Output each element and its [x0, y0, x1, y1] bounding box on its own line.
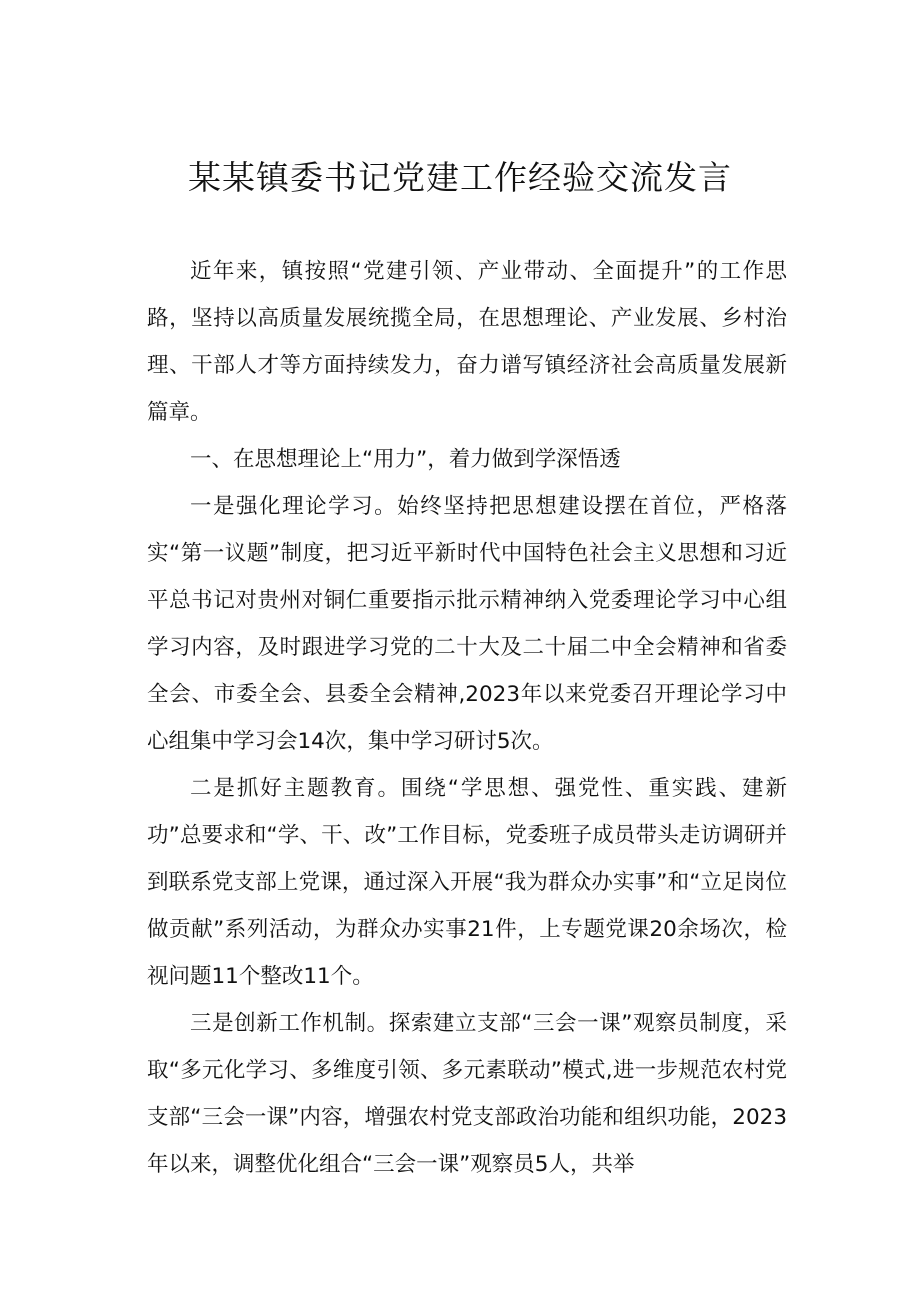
intro-paragraph: 近年来，镇按照“党建引领、产业带动、全面提升”的工作思路，坚持以高质量发展统揽全局，在思想理论、产业发展、乡村治理、干部人才等方面持续发力，奋力谱写镇经济社会高质量发展新篇章。 [147, 259, 787, 425]
section-heading-1: 一、在思想理论上“用力”，着力做到学深悟透 [190, 447, 621, 472]
document-body [147, 248, 787, 1188]
paragraph-theory-study: 一是强化理论学习。始终坚持把思想建设摆在首位，严格落实“第一议题”制度，把习近平新时代中国特色社会主义思想和习近平总书记对贵州对铜仁重要指示批示精神纳入党委理论学习中心组学习内容，及时跟进学习党的二十大及二十届二中全会精神和省委全会、市委全会、县委全会精神,2023年以来党委召开理论学习中心组集中学习会14次，集中学习研讨5次。 [147, 494, 787, 754]
document-title: 某某镇委书记党建工作经验交流发言 [188, 158, 732, 197]
paragraph-theme-education: 二是抓好主题教育。围绕“学思想、强党性、重实践、建新功”总要求和“学、干、改”工作目标，党委班子成员带头走访调研并到联系党支部上党课，通过深入开展“我为群众办实事”和“立足岗位做贡献”系列活动，为群众办实事21件，上专题党课20余场次，检视问题11个整改11个。 [147, 776, 787, 989]
paragraph-work-mechanism: 三是创新工作机制。探索建立支部“三会一课”观察员制度，采取“多元化学习、多维度引领、多元素联动”模式,进一步规范农村党支部“三会一课”内容，增强农村党支部政治功能和组织功能，2023年以来，调整优化组合“三会一课”观察员5人，共举 [147, 1011, 787, 1177]
